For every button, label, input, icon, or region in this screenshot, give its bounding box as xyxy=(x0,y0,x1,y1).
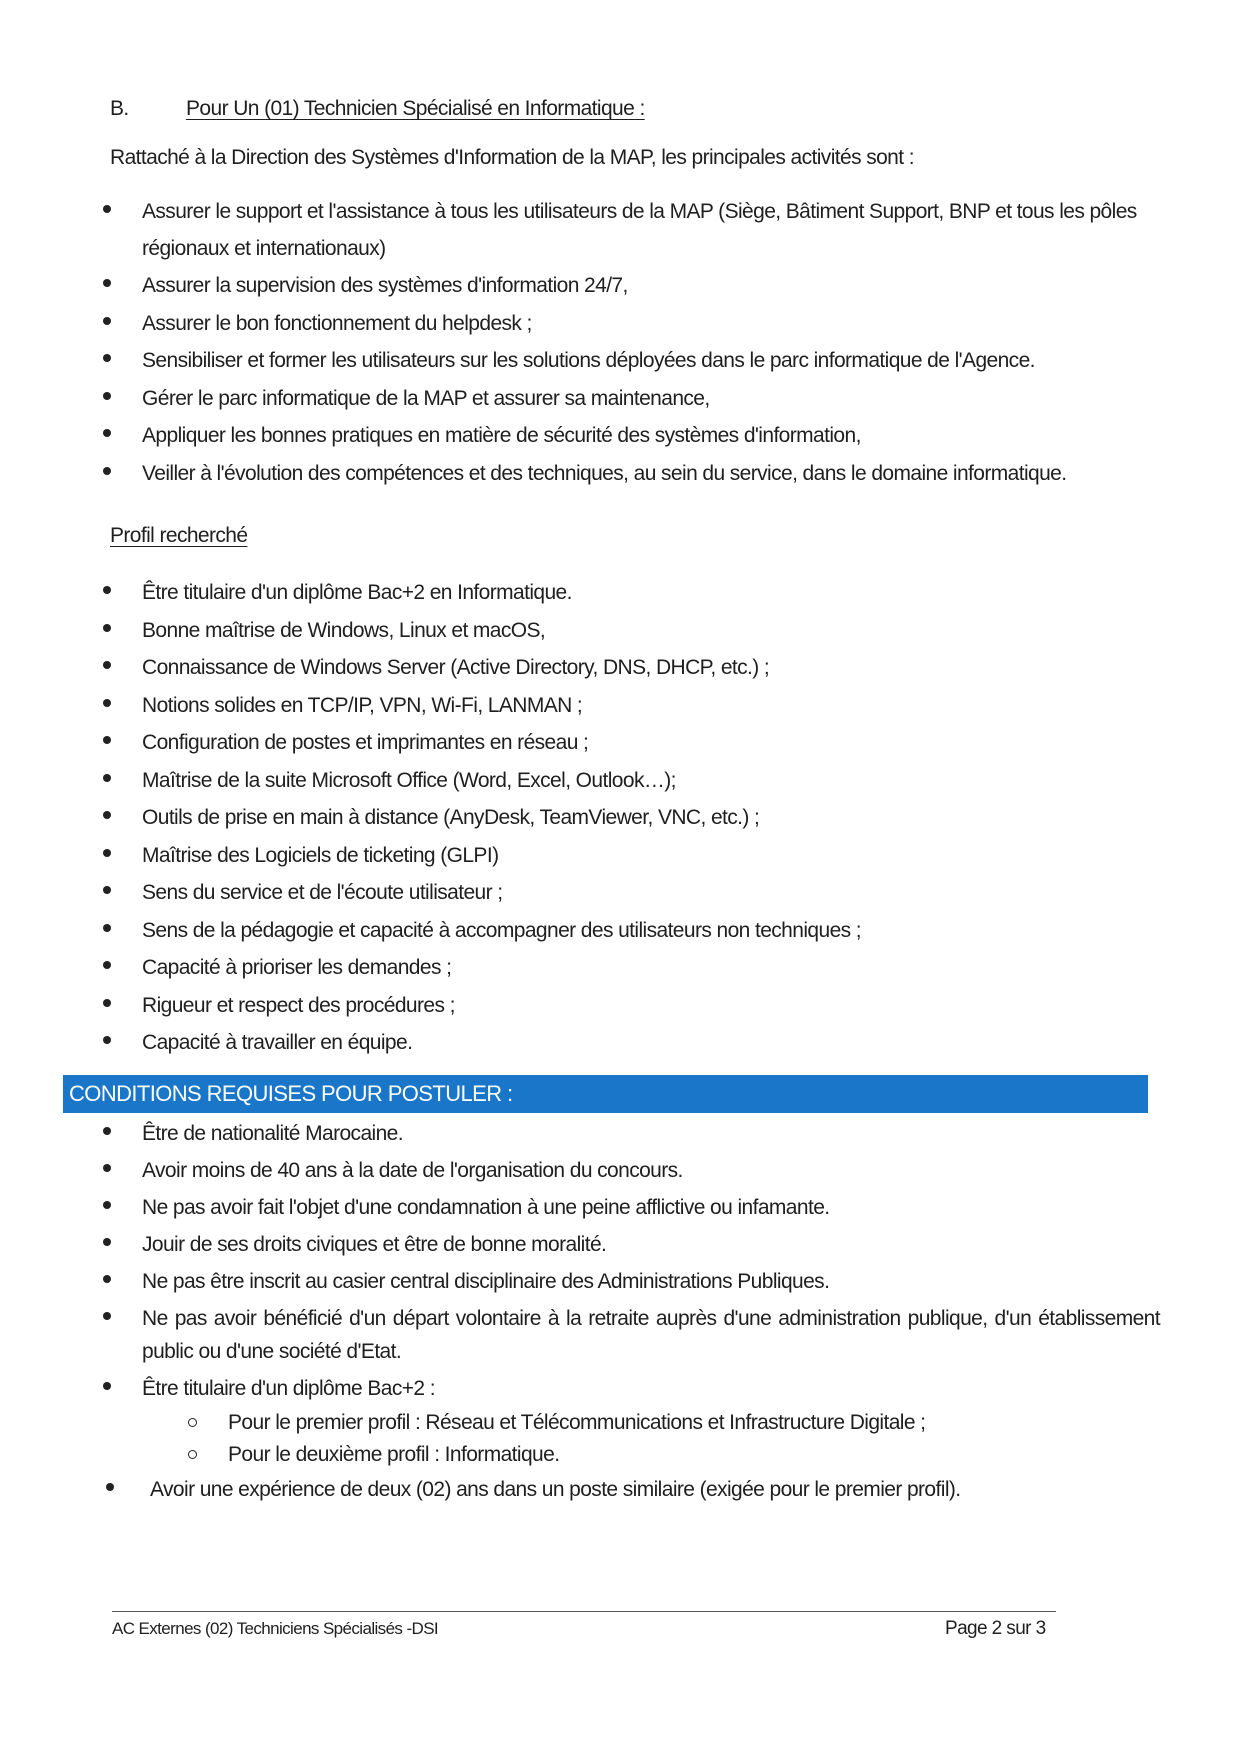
list-item: Être de nationalité Marocaine. xyxy=(100,1115,1160,1152)
bullet-icon xyxy=(103,849,111,857)
circle-bullet-icon xyxy=(188,1418,197,1427)
list-item: Ne pas avoir bénéficié d'un départ volontaire à la retraite auprès d'une administration publique, d'un établissement public ou d'une société d'Etat. xyxy=(100,1300,1160,1370)
bullet-icon xyxy=(106,1483,114,1491)
list-item: Assurer le support et l'assistance à tous les utilisateurs de la MAP (Siège, Bâtiment Support, BNP et tous les pôles régionaux et internationaux) xyxy=(100,193,1160,267)
bullet-icon xyxy=(103,774,111,782)
list-item: Appliquer les bonnes pratiques en matière de sécurité des systèmes d'information, xyxy=(100,417,1160,455)
bullet-icon xyxy=(103,317,111,325)
list-item: Avoir une expérience de deux (02) ans dans un poste similaire (exigée pour le premier profil). xyxy=(100,1471,1160,1508)
section-heading xyxy=(110,96,645,122)
profile-heading: Profil recherché xyxy=(110,524,248,547)
activities-list xyxy=(100,193,1160,492)
bullet-icon xyxy=(103,1127,111,1135)
bullet-icon xyxy=(103,811,111,819)
list-item: Maîtrise de la suite Microsoft Office (Word, Excel, Outlook…); xyxy=(100,762,1160,800)
bullet-icon xyxy=(103,205,111,213)
list-item: Avoir moins de 40 ans à la date de l'organisation du concours. xyxy=(100,1152,1160,1189)
list-item: Veiller à l'évolution des compétences et des techniques, au sein du service, dans le domaine informatique. xyxy=(100,455,1160,493)
list-item: Jouir de ses droits civiques et être de bonne moralité. xyxy=(100,1226,1160,1263)
bullet-icon xyxy=(103,586,111,594)
list-item: Capacité à prioriser les demandes ; xyxy=(100,949,1160,987)
bullet-icon xyxy=(103,961,111,969)
conditions-list xyxy=(100,1115,1160,1508)
section-title: Pour Un (01) Technicien Spécialisé en Informatique : xyxy=(186,97,645,120)
bullet-icon xyxy=(103,1238,111,1246)
bullet-icon xyxy=(103,429,111,437)
bullet-icon xyxy=(103,886,111,894)
bullet-icon xyxy=(103,1275,111,1283)
list-item: Ne pas être inscrit au casier central disciplinaire des Administrations Publiques. xyxy=(100,1263,1160,1300)
bullet-icon xyxy=(103,736,111,744)
profile-list xyxy=(100,574,1160,1062)
bullet-icon xyxy=(103,661,111,669)
bullet-icon xyxy=(103,1201,111,1209)
list-item: Notions solides en TCP/IP, VPN, Wi-Fi, LANMAN ; xyxy=(100,687,1160,725)
page-number: Page 2 sur 3 xyxy=(945,1618,1046,1639)
bullet-icon xyxy=(103,354,111,362)
diploma-sublist xyxy=(142,1407,1160,1471)
bullet-icon xyxy=(103,699,111,707)
list-item: Ne pas avoir fait l'objet d'une condamnation à une peine afflictive ou infamante. xyxy=(100,1189,1160,1226)
list-item: Assurer le bon fonctionnement du helpdesk ; xyxy=(100,305,1160,343)
list-item: Sensibiliser et former les utilisateurs sur les solutions déployées dans le parc informatique de l'Agence. xyxy=(100,342,1160,380)
list-item: Sens de la pédagogie et capacité à accompagner des utilisateurs non techniques ; xyxy=(100,912,1160,950)
footer-document-title: AC Externes (02) Techniciens Spécialisés -DSI xyxy=(112,1619,439,1638)
list-item: Bonne maîtrise de Windows, Linux et macOS, xyxy=(100,612,1160,650)
bullet-icon xyxy=(103,1382,111,1390)
bullet-icon xyxy=(103,392,111,400)
list-item: Configuration de postes et imprimantes en réseau ; xyxy=(100,724,1160,762)
circle-bullet-icon xyxy=(188,1450,197,1459)
sub-list-item: Pour le premier profil : Réseau et Télécommunications et Infrastructure Digitale ; xyxy=(184,1407,1160,1439)
footer-divider xyxy=(112,1611,1056,1612)
bullet-icon xyxy=(103,1036,111,1044)
list-item: Maîtrise des Logiciels de ticketing (GLPI) xyxy=(100,837,1160,875)
sub-list-item: Pour le deuxième profil : Informatique. xyxy=(184,1439,1160,1471)
list-item: Être titulaire d'un diplôme Bac+2 en Informatique. xyxy=(100,574,1160,612)
list-item: Assurer la supervision des systèmes d'information 24/7, xyxy=(100,267,1160,305)
bullet-icon xyxy=(103,279,111,287)
section-intro: Rattaché à la Direction des Systèmes d'Information de la MAP, les principales activités sont : xyxy=(110,146,914,169)
list-item: Connaissance de Windows Server (Active Directory, DNS, DHCP, etc.) ; xyxy=(100,649,1160,687)
bullet-icon xyxy=(103,999,111,1007)
list-item: Outils de prise en main à distance (AnyDesk, TeamViewer, VNC, etc.) ; xyxy=(100,799,1160,837)
list-item: Être titulaire d'un diplôme Bac+2 : Pour le premier profil : Réseau et Télécommunications et Infrastructure Digitale ; Pour le deuxième profil : Informatique. xyxy=(100,1370,1160,1471)
section-letter: B. xyxy=(110,97,129,120)
conditions-heading-banner: CONDITIONS REQUISES POUR POSTULER : xyxy=(63,1075,1148,1113)
list-item: Capacité à travailler en équipe. xyxy=(100,1024,1160,1062)
list-item: Rigueur et respect des procédures ; xyxy=(100,987,1160,1025)
bullet-icon xyxy=(103,624,111,632)
list-item: Sens du service et de l'écoute utilisateur ; xyxy=(100,874,1160,912)
list-item: Gérer le parc informatique de la MAP et assurer sa maintenance, xyxy=(100,380,1160,418)
bullet-icon xyxy=(103,467,111,475)
bullet-icon xyxy=(103,1312,111,1320)
bullet-icon xyxy=(103,1164,111,1172)
bullet-icon xyxy=(103,924,111,932)
